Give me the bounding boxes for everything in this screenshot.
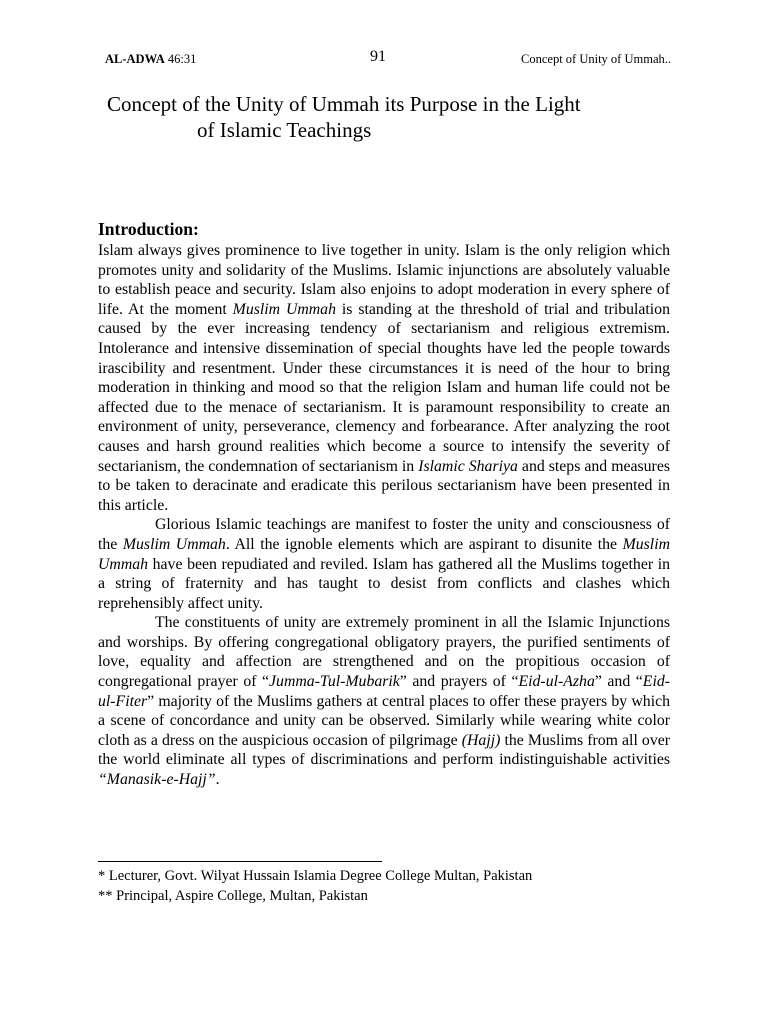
italic-term: Eid-ul-Azha (518, 673, 595, 691)
italic-term: Muslim Ummah (98, 535, 670, 573)
text-run: and steps and measures to be taken to deracinate and eradicate this perilous sectarianism have been presented in this article. (98, 457, 670, 514)
italic-term: (Hajj) (461, 731, 501, 749)
text-run: Glorious Islamic teachings are manifest to foster the unity and consciousness of the (98, 516, 670, 553)
section-heading-introduction: Introduction: (98, 219, 199, 239)
article-title-line-2: of Islamic Teachings (197, 118, 372, 142)
article-body (98, 241, 670, 790)
running-title: Concept of Unity of Ummah.. (521, 52, 671, 66)
footnote-author-2: ** Principal, Aspire College, Multan, Pakistan (98, 888, 368, 904)
footnote-author-1: * Lecturer, Govt. Wilyat Hussain Islamia Degree College Multan, Pakistan (98, 868, 533, 884)
body-paragraph (98, 241, 670, 515)
text-run: ” and prayers of “ (399, 673, 519, 691)
text-run: The constituents of unity are extremely prominent in all the Islamic Injunctions and worships. By offering congregational obligatory prayers, the purified sentiments of love, equality and affection are strengthened and on the propitious occasion of congregational prayer of “ (98, 614, 670, 691)
body-paragraph (98, 613, 670, 789)
italic-term: Islamic Shariya (418, 457, 518, 475)
article-title-line-1: Concept of the Unity of Ummah its Purpose in the Light (107, 92, 581, 116)
running-header (0, 48, 768, 72)
journal-citation (105, 52, 196, 67)
article-title (107, 91, 697, 143)
text-run: the Muslims from all over the world eliminate all types of discriminations and perform indistinguishable activities (98, 731, 670, 769)
journal-name: AL-ADWA (105, 52, 165, 66)
text-run: have been repudiated and reviled. Islam has gathered all the Muslims together in a string of fraternity and has taught to desist from conflicts and clashes which reprehensibly affect unity. (98, 555, 670, 612)
text-run: ” and “ (594, 673, 643, 691)
text-run: . All the ignoble elements which are aspirant to disunite the (225, 535, 623, 553)
italic-term: “Manasik-e-Hajj” (98, 771, 216, 789)
volume-issue: 46:31 (167, 52, 197, 66)
footnotes (98, 866, 698, 906)
body-paragraph (98, 515, 670, 613)
page-number: 91 (370, 48, 386, 65)
text-run: Islam always gives prominence to live together in unity. Islam is the only religion which promotes unity and solidarity of the Muslims. Islamic injunctions are absolutely valuable to establish peace and security. Islam also enjoins to adopt moderation in every sphere of life. At the moment (98, 242, 670, 318)
footnote-separator (98, 861, 382, 862)
text-run: ” majority of the Muslims gathers at central places to offer these prayers by which a scene of concordance and unity can be observed. Similarly while wearing white color cloth as a dress on the auspicious occasion of pilgrimage (98, 692, 670, 749)
text-run: is standing at the threshold of trial and tribulation caused by the ever increasing tendency of sectarianism and religious extremism. Intolerance and intensive dissemination of special thoughts have led the people towards irascibility and resentment. Under these circumstances it is need of the hour to bring moderation in thinking and mood so that the religion Islam and human life could not be affected due to the menace of sectarianism. It is paramount responsibility to create an environment of unity, perseverance, clemency and forbearance. After analyzing the root causes and harsh ground realities which become a source to intensify the severity of sectarianism, the condemnation of sectarianism in (98, 300, 670, 475)
text-run: . (215, 771, 220, 789)
italic-term: Jumma-Tul-Mubarik (269, 673, 400, 691)
italic-term: Muslim Ummah (122, 535, 226, 553)
italic-term: Muslim Ummah (232, 300, 336, 318)
italic-term: Eid-ul-Fiter (98, 673, 670, 710)
